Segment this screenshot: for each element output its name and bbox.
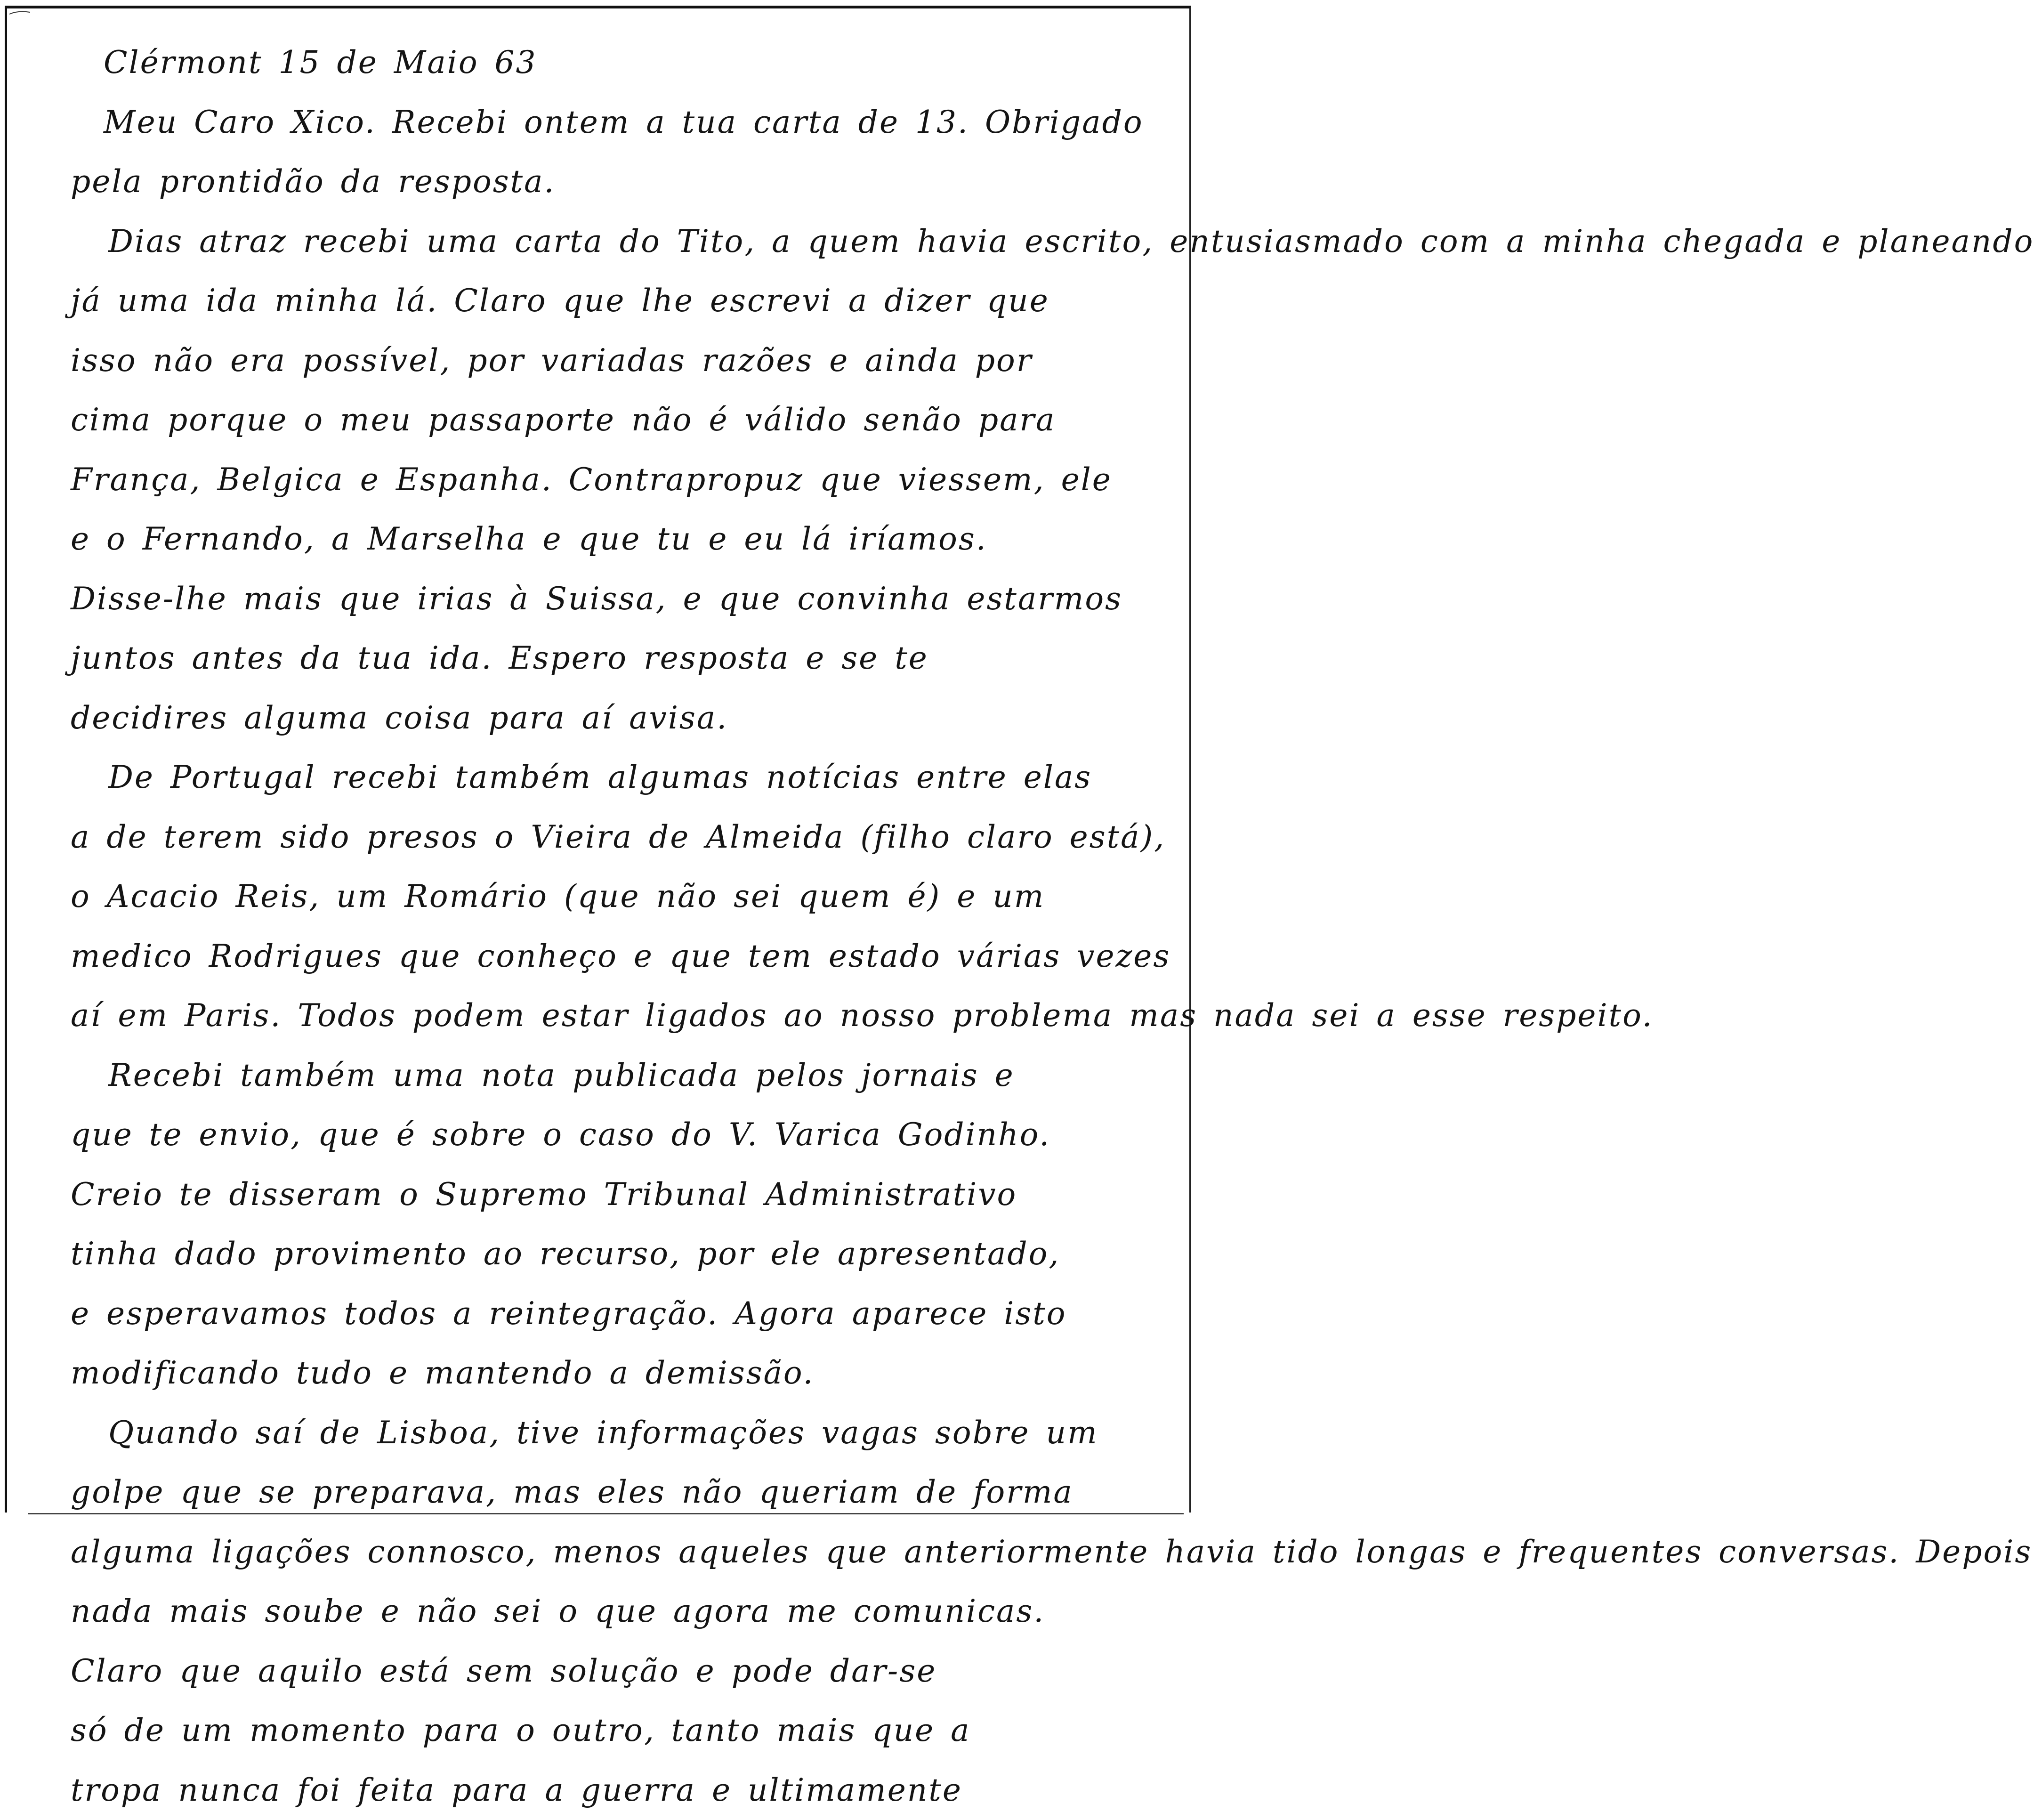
letter-line: De Portugal recebi também algumas notícias entre elas [71, 748, 1149, 808]
letter-line: Meu Caro Xico. Recebi ontem a tua carta de 13. Obrigado [71, 93, 1149, 153]
letter-line: tinha dado provimento ao recurso, por ele apresentado, [71, 1224, 1149, 1284]
letter-line: Disse-lhe mais que irias à Suissa, e que convinha estarmos [71, 569, 1149, 629]
handwritten-letter [71, 33, 1149, 1820]
scan-corner-mark [8, 9, 32, 16]
letter-line: que te envio, que é sobre o caso do V. Varica Godinho. [71, 1105, 1149, 1165]
letter-line: cima porque o meu passaporte não é válido senão para [71, 390, 1149, 450]
letter-line: o Acacio Reis, um Romário (que não sei quem é) e um [71, 867, 1149, 927]
letter-line: aí em Paris. Todos podem estar ligados ao nosso problema mas nada sei a esse respeito. [71, 986, 1149, 1046]
letter-line: só de um momento para o outro, tanto mais que a [71, 1701, 1149, 1761]
letter-line: Claro que aquilo está sem solução e pode dar-se [71, 1642, 1149, 1701]
letter-line: Recebi também uma nota publicada pelos jornais e [71, 1046, 1149, 1106]
letter-line: Dias atraz recebi uma carta do Tito, a quem havia escrito, entusiasmado com a minha chegada e planeando [71, 212, 1149, 272]
letter-line: Creio te disseram o Supremo Tribunal Administrativo [71, 1165, 1149, 1225]
letter-line: nada mais soube e não sei o que agora me comunicas. [71, 1582, 1149, 1642]
letter-line: alguma ligações connosco, menos aqueles que anteriormente havia tido longas e frequentes conversas. Depois [71, 1522, 1149, 1582]
letter-line: França, Belgica e Espanha. Contrapropuz que viessem, ele [71, 450, 1149, 510]
letter-line: pela prontidão da resposta. [71, 152, 1149, 212]
letter-line: modificando tudo e mantendo a demissão. [71, 1343, 1149, 1403]
letter-line: isso não era possível, por variadas razões e ainda por [71, 331, 1149, 391]
letter-line: já uma ida minha lá. Claro que lhe escrevi a dizer que [71, 271, 1149, 331]
letter-line: decidires alguma coisa para aí avisa. [71, 688, 1149, 748]
letter-line: e esperavamos todos a reintegração. Agora aparece isto [71, 1284, 1149, 1344]
letter-line: e o Fernando, a Marselha e que tu e eu lá iríamos. [71, 510, 1149, 569]
letter-line: juntos antes da tua ida. Espero resposta e se te [71, 629, 1149, 688]
letter-line: Quando saí de Lisboa, tive informações vagas sobre um [71, 1403, 1149, 1463]
letter-line: a de terem sido presos o Vieira de Almeida (filho claro está), [71, 808, 1149, 867]
letter-line: medico Rodrigues que conheço e que tem estado várias vezes [71, 927, 1149, 987]
letter-date-line: Clérmont 15 de Maio 63 [71, 33, 1149, 93]
letter-line: tropa nunca foi feita para a guerra e ultimamente [71, 1761, 1149, 1820]
letter-line: golpe que se preparava, mas eles não queriam de forma [71, 1463, 1149, 1522]
